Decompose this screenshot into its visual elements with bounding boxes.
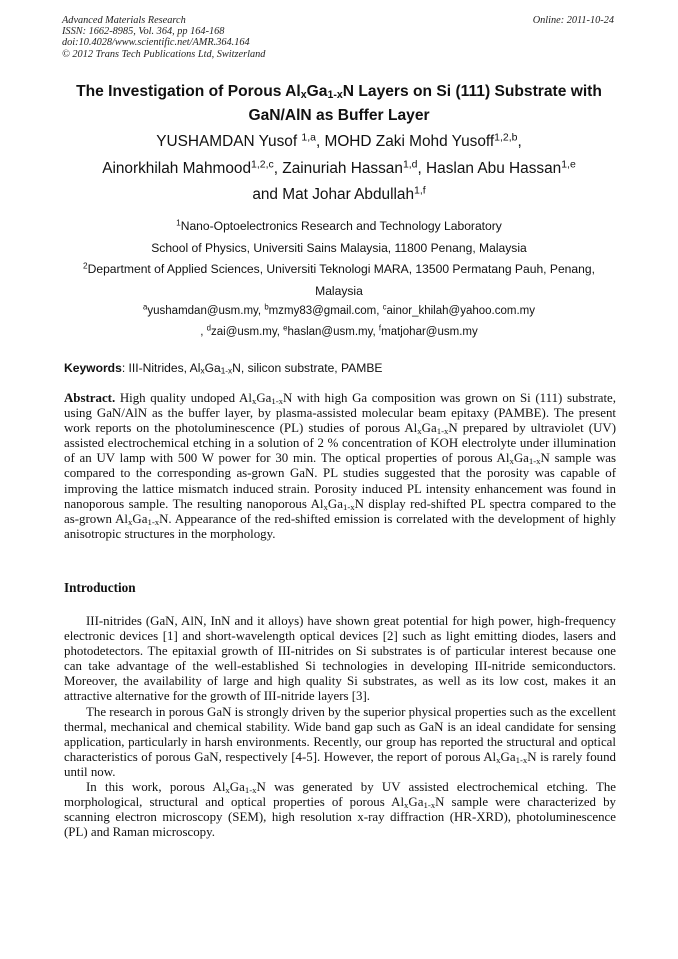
affiliations: [40, 216, 638, 302]
abstract: Abstract. High quality undoped $Al_xGa_{1-x}N$ with high Ga composition was grown on Si (111) substrate, using GaN/AlN as the buffer layer, by plasma-assisted molecular beam epitaxy (PAMBE). The present work reports on the photoluminescence (PL) studies of porous $Al_xGa_{1-x}N$ prepared by ultraviolet (UV) assisted electrochemical etching in a solution of 2 % concentration of KOH electrolyte under illumination of an UV lamp with 500 W power for 30 min. The optical properties of porous $Al_xGa_{1-x}N$ sample was compared to the corresponding as-grown GaN. PL studies suggested that the porosity was capable of improving the lattice mismatch induced strain. Porosity induced PL intensity enhancement was found in nanoporous sample. The resulting nanoporous $Al_xGa_{1-x}N$ display red-shifted PL spectra compared to the as-grown $Al_xGa_{1-x}N$. Appearance of the red-shifted emission is correlated with the development of highly anisotropic structures in the morphology.: [64, 391, 617, 541]
affiliation-1-line-1: $^1$Nano-Optoelectronics Research and Technology Laboratory: [176, 218, 502, 233]
intro-paragraph-1: III-nitrides (GaN, AlN, InN and it alloys) have shown great potential for high power, high-frequency electronic devices [1] and short-wavelength optical devices [2] such as light emitting diodes, lasers and photodetectors. The epitaxial growth of III-nitrides on Si substrates is of particular interest because one can take advantage of the well-established Si technologies in developing III-nitride semiconductors. Moreover, the availability of large and high quality Si substrates, as well as its low cost, makes it an attractive alternative for the growth of III-nitride layers [3].: [64, 614, 616, 704]
email-link[interactable]: zai@usm.my,: [211, 326, 284, 338]
email-link[interactable]: yushamdan@usm.my,: [147, 305, 265, 317]
affiliation-2-line-1: $^2$Department of Applied Sciences, Universiti Teknologi MARA, 13500 Permatang Pauh, Penang,: [83, 261, 595, 276]
abstract-label: Abstract.: [64, 391, 116, 405]
email-line-1: $^a$yushamdan@usm.my, $^b$mzmy83@gmail.com, $^c$ainor_khilah@yahoo.com.my: [143, 302, 535, 317]
journal-header: [62, 15, 265, 60]
author-line-2: Ainorkhilah Mahmood$^{1,2,c}$, Zainuriah Hassan$^{1,d}$, Haslan Abu Hassan$^{1,e}$: [102, 158, 576, 177]
intro-paragraph-2: The research in porous GaN is strongly driven by the superior physical properties such as the excellent thermal, mechanical and chemical stability. Wide band gap such as GaN is an ideal candidate for sensing application, particularly in harsh environments. Recently, our group has reported the structural and optical characteristics of porous GaN, respectively [4-5]. However, the report of porous $Al_xGa_{1-x}N$ is rarely found until now.: [64, 704, 616, 779]
journal-copyright: © 2012 Trans Tech Publications Ltd, Switzerland: [62, 48, 266, 60]
author-emails: [40, 301, 638, 343]
section-heading-introduction: Introduction: [64, 580, 136, 595]
keywords: Keywords: III-Nitrides, $Al_xGa_{1-x}N$, silicon substrate, PAMBE: [64, 361, 383, 376]
author-line-1: YUSHAMDAN Yusof $^{1,a}$, MOHD Zaki Mohd Yusoff$^{1,2,b}$,: [156, 132, 522, 150]
email-link[interactable]: ainor_khilah@yahoo.com.my: [386, 305, 535, 317]
email-line-2: , $^d$zai@usm.my, $^e$haslan@usm.my, $^f$matjohar@usm.my: [200, 323, 478, 338]
keywords-label: Keywords: [64, 361, 122, 375]
journal-name: Advanced Materials Research: [62, 15, 186, 26]
affiliation-1-line-2: School of Physics, Universiti Sains Malaysia, 11800 Penang, Malaysia: [151, 240, 527, 255]
intro-paragraph-3: In this work, porous $Al_xGa_{1-x}N$ was generated by UV assisted electrochemical etching. The morphological, structural and optical properties of porous $Al_xGa_{1-x}N$ sample were characterized by scanning electron microscopy (SEM), high resolution x-ray diffraction (HR-XRD), photoluminescence (PL) and Raman microscopy.: [64, 780, 616, 840]
journal-issn: ISSN: 1662-8985, Vol. 364, pp 164-168: [62, 26, 225, 38]
email-link[interactable]: haslan@usm.my,: [287, 326, 379, 338]
email-link[interactable]: matjohar@usm.my: [381, 326, 478, 338]
author-list: [40, 129, 638, 209]
paper-title: [40, 80, 638, 128]
author-line-3: and Mat Johar Abdullah$^{1,f}$: [252, 185, 426, 203]
journal-doi: doi:10.4028/www.scientific.net/AMR.364.164: [62, 37, 250, 49]
title-line-2: GaN/AlN as Buffer Layer: [248, 107, 430, 124]
online-date: Online: 2011-10-24: [532, 15, 614, 26]
introduction-body: [64, 614, 616, 840]
email-link[interactable]: mzmy83@gmail.com,: [268, 305, 383, 317]
title-line-1: The Investigation of Porous $Al_xGa_{1-x}N$ Layers on Si (111) Substrate with: [76, 83, 602, 102]
affiliation-2-line-2: Malaysia: [315, 283, 363, 298]
